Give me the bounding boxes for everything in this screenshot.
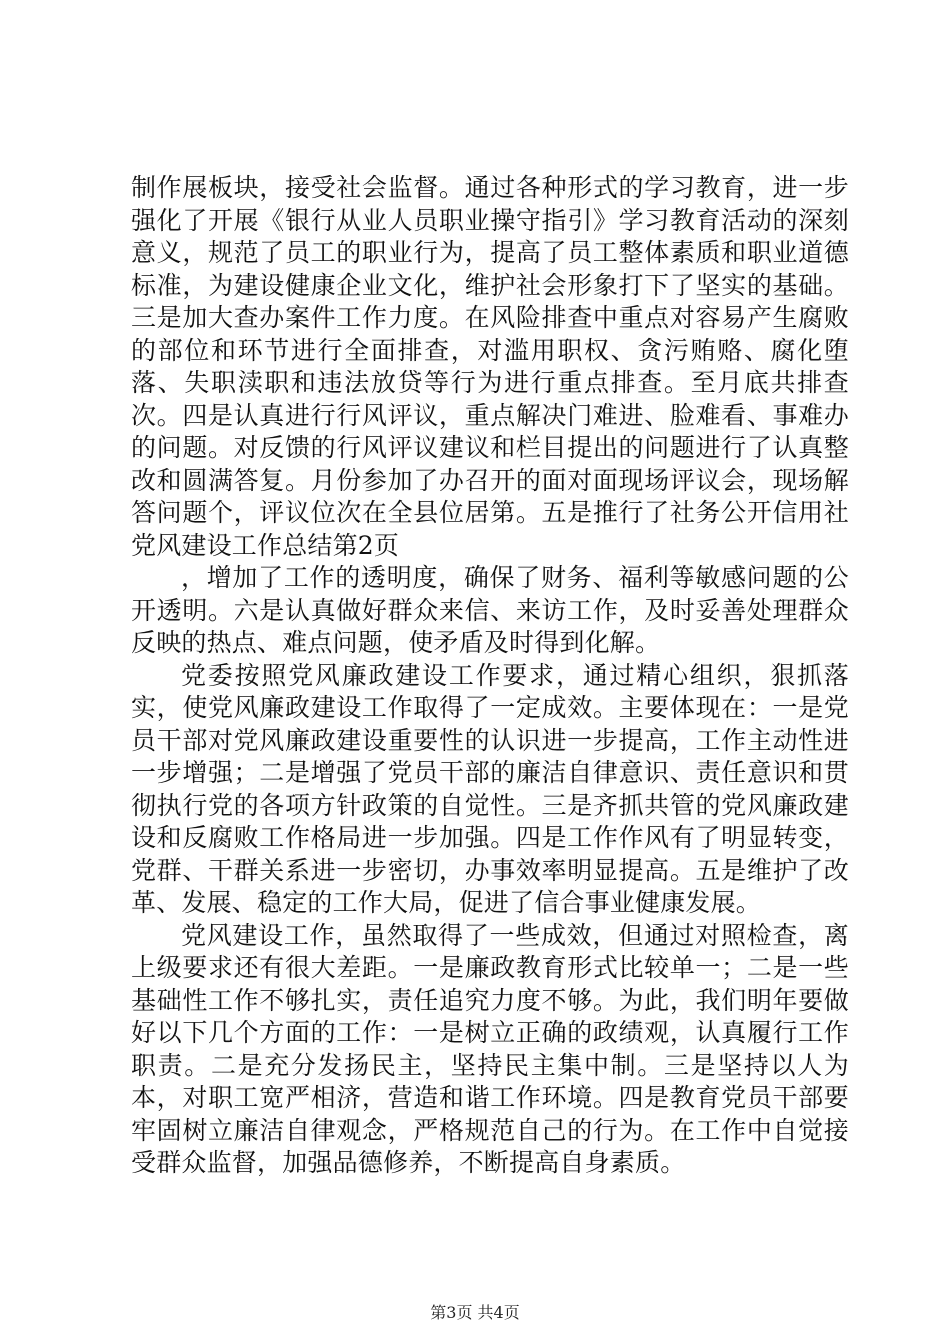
- paragraph-1: 制作展板块，接受社会监督。通过各种形式的学习教育，进一步强化了开展《银行从业人员职业操守指引》学习教育活动的深刻意义，规范了员工的职业行为，提高了员工整体素质和职业道德标准，为建设健康企业文化，维护社会形象打下了坚实的基础。三是加大查办案件工作力度。在风险排查中重点对容易产生腐败的部位和环节进行全面排查，对滥用职权、贪污贿赂、腐化堕落、失职渎职和违法放贷等行为进行重点排查。至月底共排查次。四是认真进行行风评议，重点解决门难进、脸难看、事难办的问题。对反馈的行风评议建议和栏目提出的问题进行了认真整改和圆满答复。月份参加了办召开的面对面现场评议会，现场解答问题个，评议位次在全县位居第。五是推行了社务公开信用社党风建设工作总结第2页: [131, 173, 849, 560]
- paragraph-4: 党风建设工作，虽然取得了一些成效，但通过对照检查，离上级要求还有很大差距。一是廉政教育形式比较单一；二是一些基础性工作不够扎实，责任追究力度不够。为此，我们明年要做好以下几个方面的工作：一是树立正确的政绩观，认真履行工作职责。二是充分发扬民主，坚持民主集中制。三是坚持以人为本，对职工宽严相济，营造和谐工作环境。四是教育党员干部要牢固树立廉洁自律观念，严格规范自己的行为。在工作中自觉接受群众监督，加强品德修养，不断提高自身素质。: [131, 920, 849, 1177]
- page-footer: 第3页 共4页: [430, 1303, 520, 1322]
- paragraph-3: 党委按照党风廉政建设工作要求，通过精心组织，狠抓落实，使党风廉政建设工作取得了一定成效。主要体现在：一是党员干部对党风廉政建设重要性的认识进一步提高，工作主动性进一步增强；二是增强了党员干部的廉洁自律意识、责任意识和贯彻执行党的各项方针政策的自觉性。三是齐抓共管的党风廉政建设和反腐败工作格局进一步加强。四是工作作风有了明显转变，党群、干群关系进一步密切，办事效率明显提高。五是维护了改革、发展、稳定的工作大局，促进了信合事业健康发展。: [131, 660, 849, 917]
- document-body: [131, 172, 849, 1180]
- paragraph-2: ，增加了工作的透明度，确保了财务、福利等敏感问题的公开透明。六是认真做好群众来信、来访工作，及时妥善处理群众反映的热点、难点问题，使矛盾及时得到化解。: [131, 563, 849, 657]
